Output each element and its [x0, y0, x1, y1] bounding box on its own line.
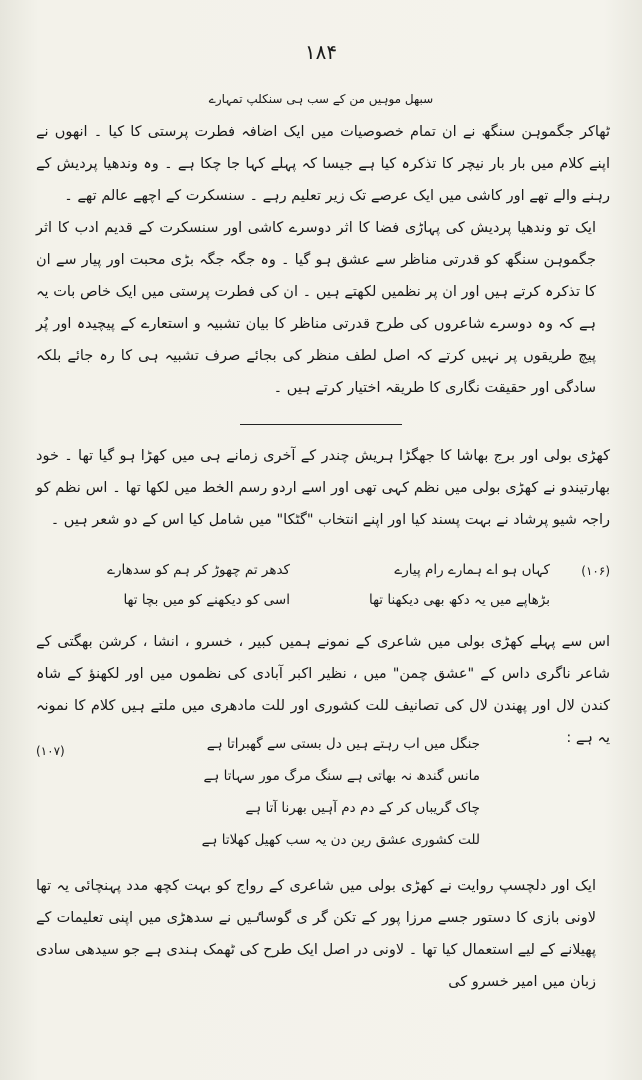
poem-line: مانس گندھ نہ بھاتی ہے سنگ مرگ مور سہاتا ہے — [203, 768, 480, 784]
poem-line: جنگل میں اب رہتے ہیں دل بستی سے گھبراتا ہے — [206, 736, 480, 752]
verse-number: (۱۰۶) — [581, 564, 610, 578]
hemistich: کہاں ہو اے ہمارے رام پیارے — [394, 562, 550, 578]
poem-line: للت کشوری عشق رین دن یہ سب کھیل کھلاتا ہے — [201, 832, 480, 848]
verse-number: (۱۰۷) — [36, 744, 65, 758]
running-title: سبھل موہیں من کے سب ہی سنکلپ تمہارے — [208, 92, 434, 106]
paragraph-block-1 — [36, 116, 610, 404]
poem-107 — [36, 736, 610, 866]
paragraph-2: ایک تو وندھیا پردیش کی پہاڑی فضا کا اثر دوسرے کاشی اور سنسکرت کے قدیم ادب کا اثر جگموہن سنگھ کو قدرتی مناظر سے عشق ہو گیا ۔ وہ جگہ جگہ بڑی محبت اور پیار سے ان کا تذکرہ کرتے ہیں اور ان پر نظمیں لکھتے ہیں ۔ ان کی فطرت پرستی میں ایک خاص بات یہ ہے کہ وہ دوسرے شاعروں کی طرح قدرتی مناظر کا بیان تشبیہ و استعارے کے پیچیدہ اور پُر پیچ طریقوں پر نہیں کرتے کہ اصل لطف منظر کی بجائے صرف تشبیہ ہی کا رہ جائے بلکہ سادگی اور حقیقت نگاری کا طریقہ اختیار کرتے ہیں ۔ — [36, 220, 596, 396]
paragraph-5: ایک اور دلچسپ روایت نے کھڑی بولی میں شاعری کے رواج کو بہت کچھ مدد پہنچائی یہ تھا لاونی بازی کا دستور جسے مرزا پور کے تکن گر ی گوساٸیں نے سدھڑی میں اپنی تعلیمات کے پھیلانے کے لیے استعمال کیا تھا ۔ لاونی در اصل ایک طرح کی ٹھمک ہندی ہے جو سیدھی سادی زبان میں امیر خسرو کی — [36, 878, 596, 990]
couplet-line-1 — [50, 560, 550, 588]
section-divider — [240, 424, 402, 425]
couplet-106 — [36, 560, 610, 618]
hemistich: بڑھاپے میں یہ دکھ بھی دیکھنا تھا — [368, 592, 550, 608]
page-number: ۱۸۴ — [304, 40, 338, 64]
couplet-line-2 — [50, 590, 550, 618]
paragraph-4: اس سے پہلے کھڑی بولی میں شاعری کے نمونے ہمیں کبیر ، خسرو ، انشا ، کرشن بھگتی کے شاعر ناگری داس کے "عشق چمن" میں ، نظیر اکبر آبادی کی نظموں میں اور لکھنؤ کے شاہ کندن لال اور پھندن لال کی تصانیف للت کشوری اور للت مادھری میں ملتے ہیں کلام کا نمونہ یہ ہے : — [36, 634, 610, 746]
hemistich: اسی کو دیکھنے کو میں بچا تھا — [123, 592, 290, 608]
paragraph-1: ٹھاکر جگموہن سنگھ نے ان تمام خصوصیات میں ایک اضافہ فطرت پرستی کا کیا ۔ انھوں نے اپنے کلام میں بار بار نیچر کا تذکرہ کیا ہے جیسا کہ پہلے کہا جا چکا ہے ۔ وہ وندھیا پردیش کے رہنے والے تھے اور کاشی میں ایک عرصے تک زیر تعلیم رہے ۔ سنسکرت کے اچھے عالم تھے ۔ — [36, 124, 610, 204]
paragraph-block-3 — [36, 626, 610, 754]
paragraph-3: کھڑی بولی اور برج بھاشا کا جھگڑا ہریش چندر کے آخری زمانے ہی میں کھڑا ہو گیا تھا ۔ خود بھارتیندو نے کھڑی بولی میں نظم کہی تھی اور اسے اردو رسم الخط میں لکھا تھا ۔ اس نظم کو راجہ شیو پرشاد نے بہت پسند کیا اور اپنے انتخاب "گٹکا" میں شامل کیا اس کے دو شعر ہیں ۔ — [36, 448, 610, 528]
paragraph-block-2 — [36, 440, 610, 536]
hemistich: کدھر تم چھوڑ کر ہم کو سدھارے — [107, 562, 290, 578]
poem-line: چاک گریباں کر کے دم دم آہیں بھرنا آتا ہے — [245, 800, 480, 816]
paragraph-block-4 — [36, 870, 610, 998]
